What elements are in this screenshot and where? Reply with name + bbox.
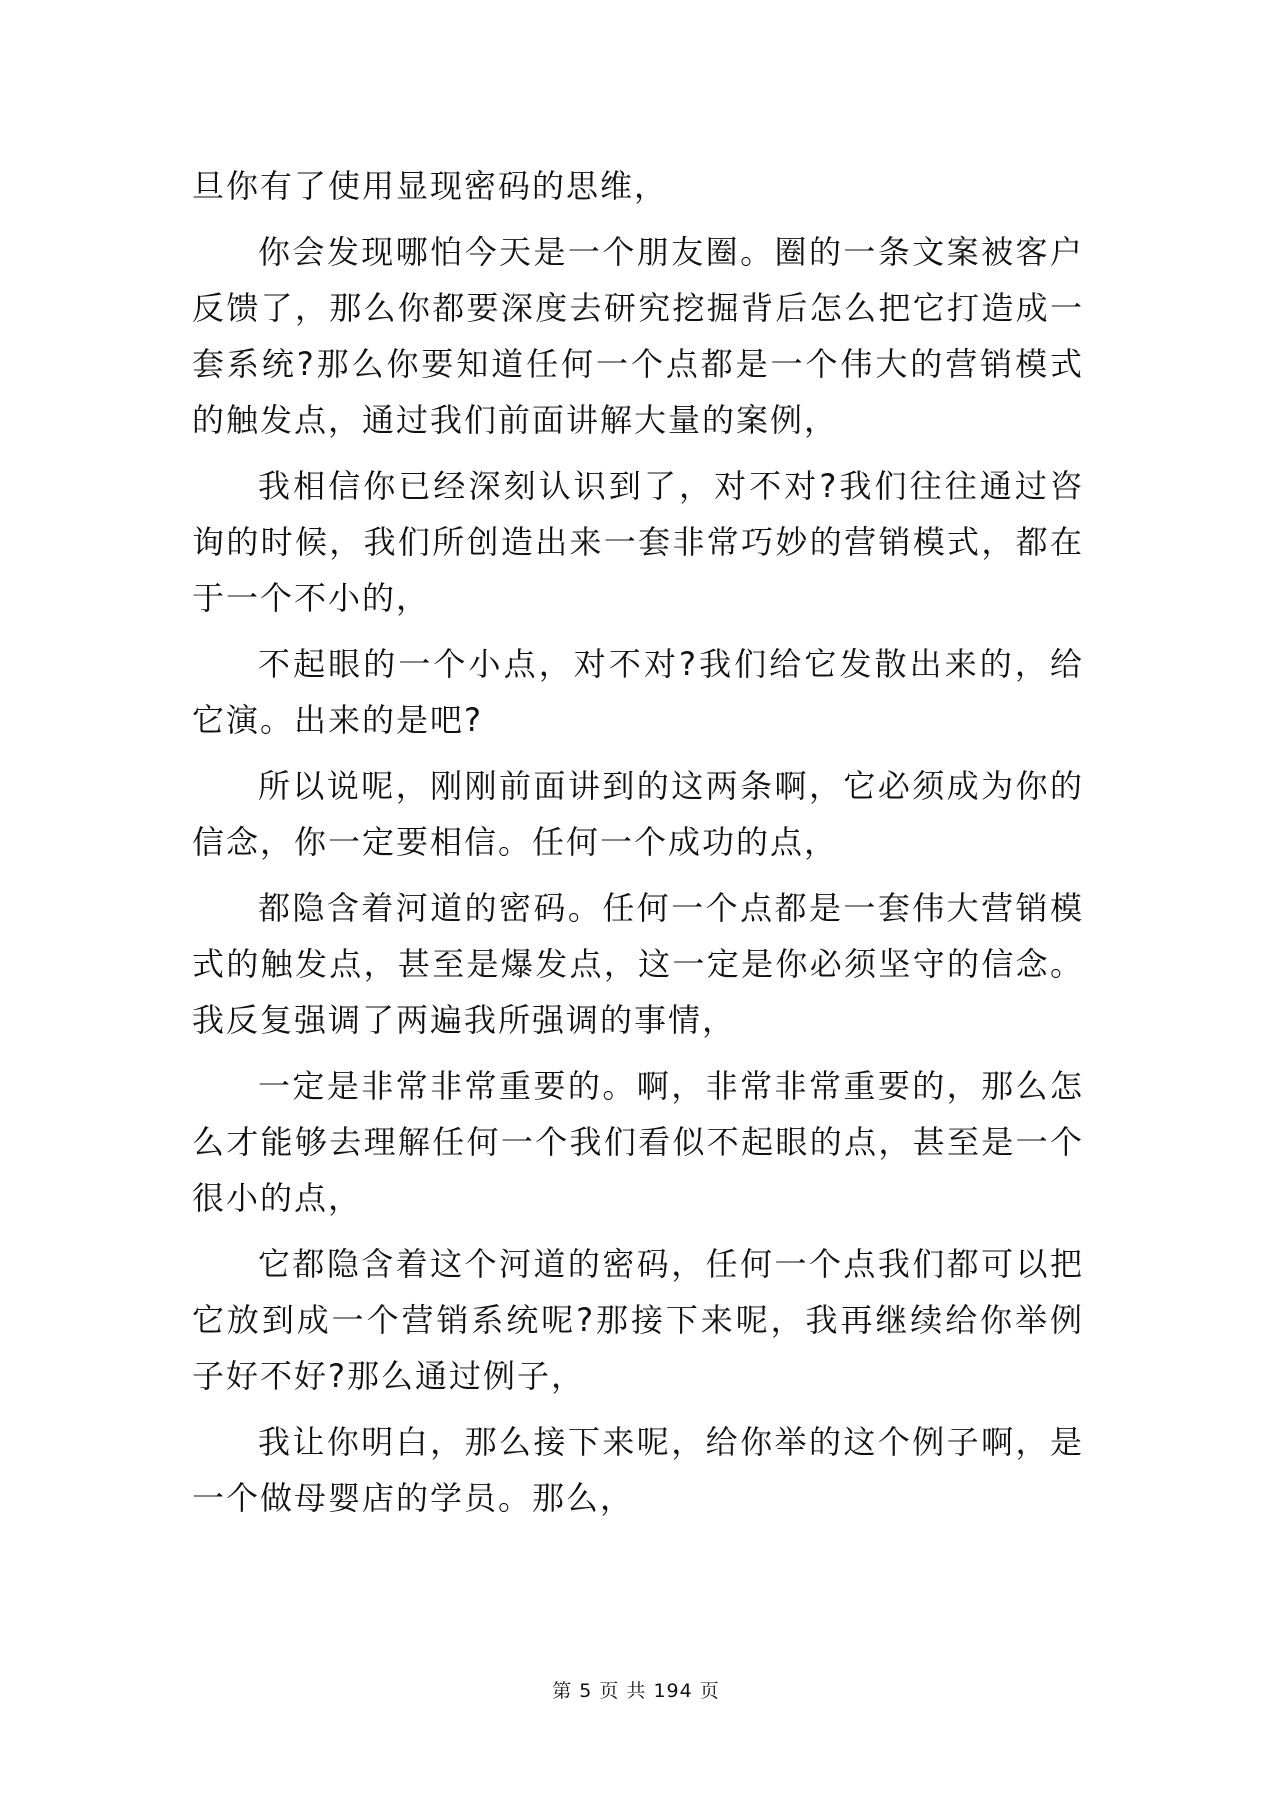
- page-number-footer: 第 5 页 共 194 页: [552, 1680, 720, 1702]
- paragraph: 我相信你已经深刻认识到了，对不对?我们往往通过咨询的时候，我们所创造出来一套非常巧妙的营销模式，都在于一个不小的，: [192, 467, 1084, 617]
- paragraph: 都隐含着河道的密码。任何一个点都是一套伟大营销模式的触发点，甚至是爆发点，这一定是你必须坚守的信念。我反复强调了两遍我所强调的事情，: [192, 889, 1084, 1039]
- paragraph: 一定是非常非常重要的。啊，非常非常重要的，那么怎么才能够去理解任何一个我们看似不起眼的点，甚至是一个很小的点，: [192, 1067, 1084, 1217]
- paragraph: 所以说呢，刚刚前面讲到的这两条啊，它必须成为你的信念，你一定要相信。任何一个成功的点，: [192, 767, 1084, 861]
- paragraph: 我让你明白，那么接下来呢，给你举的这个例子啊，是一个做母婴店的学员。那么，: [192, 1423, 1084, 1517]
- paragraph: 旦你有了使用显现密码的思维，: [192, 167, 669, 205]
- document-body: [192, 158, 1084, 1536]
- paragraph: 不起眼的一个小点，对不对?我们给它发散出来的，给它演。出来的是吧?: [192, 645, 1084, 739]
- paragraph: 它都隐含着这个河道的密码，任何一个点我们都可以把它放到成一个营销系统呢?那接下来呢，我再继续给你举例子好不好?那么通过例子，: [192, 1245, 1084, 1395]
- paragraph: 你会发现哪怕今天是一个朋友圈。圈的一条文案被客户反馈了，那么你都要深度去研究挖掘背后怎么把它打造成一套系统?那么你要知道任何一个点都是一个伟大的营销模式的触发点，通过我们前面讲解大量的案例，: [192, 233, 1084, 439]
